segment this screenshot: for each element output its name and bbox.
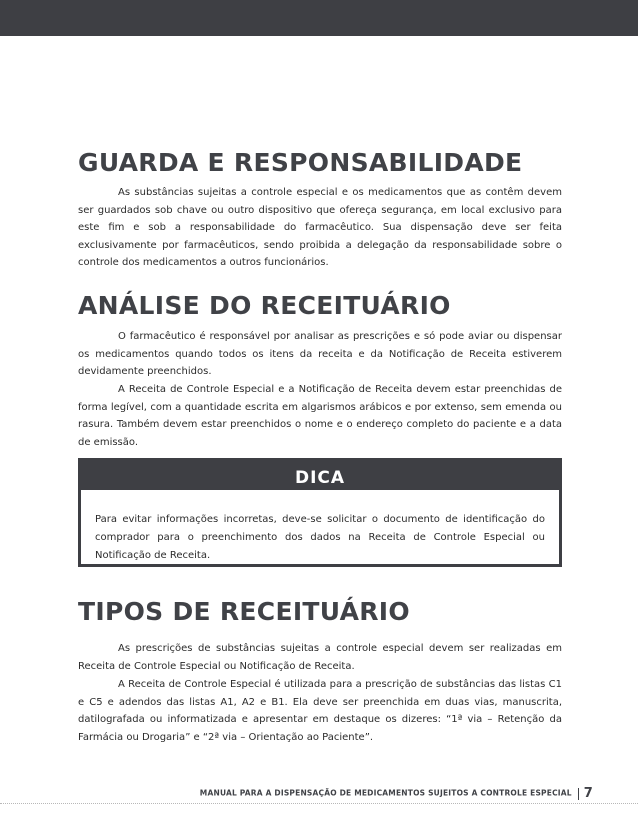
- header-bar: [0, 0, 638, 36]
- footer-separator: [578, 788, 579, 800]
- section-guarda-paragraph: As substâncias sujeitas a controle especial e os medicamentos que as contêm devem ser guardados sob chave ou outro dispositivo que ofereça segurança, em local exclusivo para este fim e sob a responsabilidade do farmacêutico. Sua dispensação deve ser feita exclusivamente por farmacêuticos, sendo proibida a delegação da responsabilidade sobre o controle dos medicamentos a outros funcionários.: [78, 187, 562, 269]
- section-analise-paragraph-1: O farmacêutico é responsável por analisar as prescrições e só pode aviar ou dispensar os medicamentos quando todos os itens da receita e da Notificação de Receita estiverem devidamente preenchidos.: [78, 331, 562, 378]
- footer-title: MANUAL PARA A DISPENSAÇÃO DE MEDICAMENTOS SUJEITOS A CONTROLE ESPECIAL: [199, 788, 572, 798]
- section-tipos-paragraph-2: A Receita de Controle Especial é utilizada para a prescrição de substâncias das listas C1 e C5 e adendos das listas A1, A2 e B1. Ela deve ser preenchida em duas vias, manuscrita, datilografada ou informatizada e apresentar em destaque os dizeres: “1ª via – Retenção da Farmácia ou Drogaria” e “2ª via – Orientação ao Paciente”.: [78, 679, 562, 743]
- section-title-guarda: GUARDA E RESPONSABILIDADE: [78, 148, 523, 177]
- tip-text: Para evitar informações incorretas, deve-se solicitar o documento de identificação do comprador para o preenchimento dos dados na Receita de Controle Especial ou Notificação de Receita.: [95, 514, 545, 561]
- tip-box: [78, 458, 562, 567]
- section-analise-paragraph-2: A Receita de Controle Especial e a Notificação de Receita devem estar preenchidas de forma legível, com a quantidade escrita em algarismos arábicos e por extenso, sem emenda ou rasura. Também devem estar preenchidos o nome e o endereço completo do paciente e a data de emissão.: [78, 384, 562, 448]
- footer-dotted-rule: [0, 803, 638, 804]
- section-title-analise: ANÁLISE DO RECEITUÁRIO: [78, 291, 451, 320]
- page-number: 7: [583, 786, 593, 801]
- tip-content-panel: [81, 490, 559, 564]
- page-footer: [200, 786, 593, 801]
- section-tipos-paragraph-1: As prescrições de substâncias sujeitas a controle especial devem ser realizadas em Receita de Controle Especial ou Notificação de Receita.: [78, 643, 562, 672]
- tip-title: DICA: [294, 468, 346, 488]
- section-title-tipos: TIPOS DE RECEITUÁRIO: [78, 597, 410, 626]
